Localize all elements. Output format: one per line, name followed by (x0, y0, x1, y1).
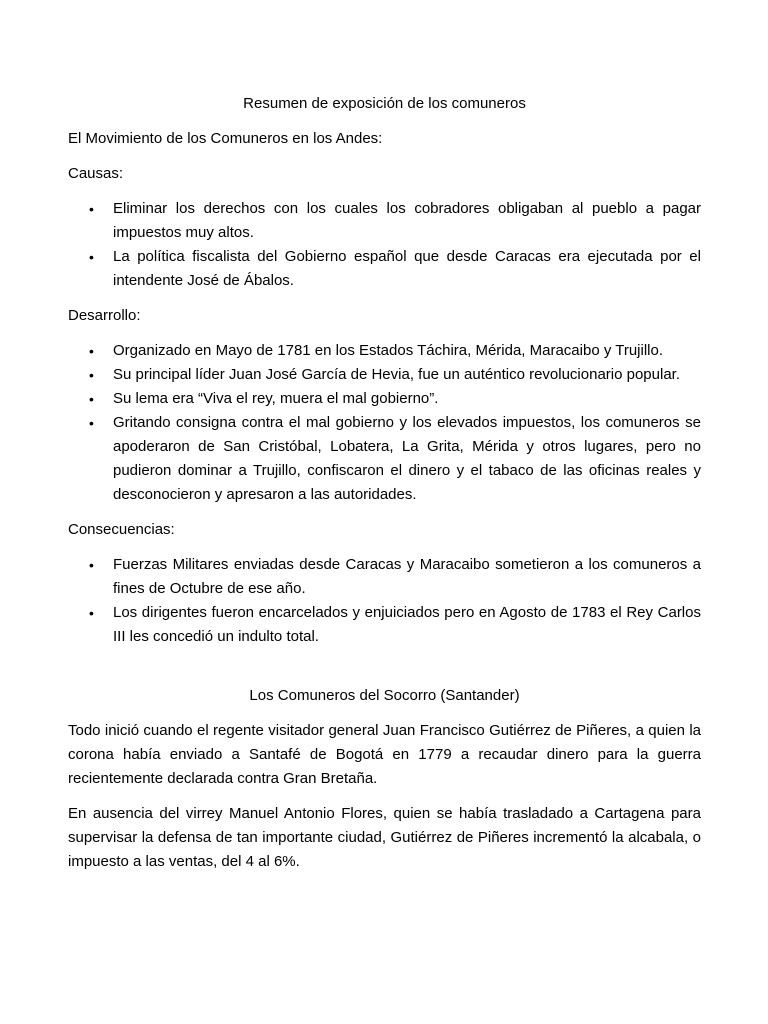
desarrollo-label: Desarrollo: (68, 307, 141, 324)
consecuencias-list (68, 553, 701, 649)
causas-label: Causas: (68, 165, 124, 182)
list-item (68, 553, 701, 601)
list-item-text: Fuerzas Militares enviadas desde Caracas y Maracaibo sometieron a los comuneros a fines de Octubre de ese año. (113, 556, 701, 597)
list-item (68, 411, 701, 507)
bullet-icon: • (89, 343, 94, 359)
bullet-icon: • (89, 415, 94, 431)
causas-list (68, 197, 701, 293)
list-item-text: La política fiscalista del Gobierno español que desde Caracas era ejecutada por el intendente José de Ábalos. (113, 248, 701, 289)
section-spacer (68, 660, 701, 684)
section2-paragraph: En ausencia del virrey Manuel Antonio Flores, quien se había trasladado a Cartagena para supervisar la defensa de tan importante ciudad, Gutiérrez de Piñeres incrementó la alcabala, o impuesto a las ventas, del 4 al 6%. (68, 805, 701, 870)
section1-heading: El Movimiento de los Comuneros en los Andes: (68, 130, 383, 147)
list-item (68, 387, 701, 411)
list-item (68, 601, 701, 649)
bullet-icon: • (89, 201, 94, 217)
list-item-text: Su principal líder Juan José García de Hevia, fue un auténtico revolucionario popular. (113, 366, 681, 383)
bullet-icon: • (89, 605, 94, 621)
document-title: Resumen de exposición de los comuneros (243, 95, 526, 112)
list-item-text: Su lema era “Viva el rey, muera el mal gobierno”. (113, 390, 439, 407)
list-item (68, 245, 701, 293)
bullet-icon: • (89, 557, 94, 573)
list-item-text: Eliminar los derechos con los cuales los cobradores obligaban al pueblo a pagar impuestos muy altos. (113, 200, 701, 241)
list-item (68, 197, 701, 245)
list-item-text: Gritando consigna contra el mal gobierno y los elevados impuestos, los comuneros se apoderaron de San Cristóbal, Lobatera, La Grita, Mérida y otros lugares, pero no pudieron dominar a Trujillo, confiscaron el dinero y el tabaco de las oficinas reales y desconocieron y apresaron a las autoridades. (113, 414, 701, 503)
document-page (68, 92, 701, 885)
desarrollo-list (68, 339, 701, 507)
bullet-icon: • (89, 249, 94, 265)
consecuencias-label: Consecuencias: (68, 521, 175, 538)
bullet-icon: • (89, 391, 94, 407)
list-item (68, 363, 701, 387)
section2-title: Los Comuneros del Socorro (Santander) (249, 687, 520, 704)
list-item (68, 339, 701, 363)
list-item-text: Organizado en Mayo de 1781 en los Estados Táchira, Mérida, Maracaibo y Trujillo. (113, 342, 664, 359)
bullet-icon: • (89, 367, 94, 383)
section2-paragraph: Todo inició cuando el regente visitador general Juan Francisco Gutiérrez de Piñeres, a quien la corona había enviado a Santafé de Bogotá en 1779 a recaudar dinero para la guerra recientemente declarada contra Gran Bretaña. (68, 722, 701, 787)
list-item-text: Los dirigentes fueron encarcelados y enjuiciados pero en Agosto de 1783 el Rey Carlos III les concedió un indulto total. (113, 604, 701, 645)
